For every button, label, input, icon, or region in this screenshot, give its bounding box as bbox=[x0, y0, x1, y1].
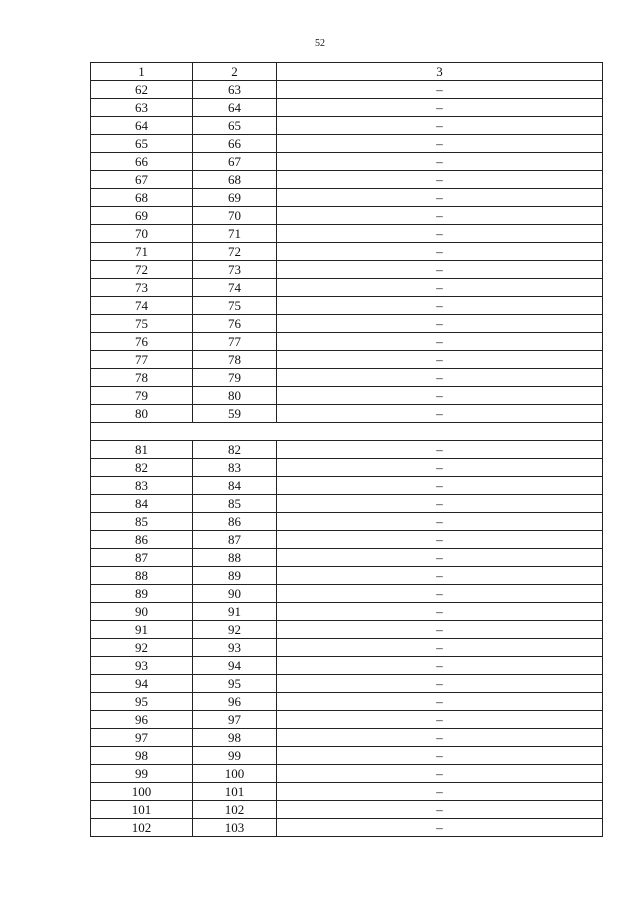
table-row bbox=[91, 693, 603, 711]
table-cell-col3: – bbox=[277, 585, 603, 603]
table-cell-col2: 83 bbox=[193, 459, 277, 477]
table-cell-col3: – bbox=[277, 513, 603, 531]
table-cell-col3: – bbox=[277, 297, 603, 315]
table-cell-col1: 74 bbox=[91, 297, 193, 315]
table-row bbox=[91, 459, 603, 477]
table-cell-col3: – bbox=[277, 639, 603, 657]
table-row bbox=[91, 153, 603, 171]
table-row bbox=[91, 351, 603, 369]
table-cell-col2: 95 bbox=[193, 675, 277, 693]
table-cell-col2: 103 bbox=[193, 819, 277, 837]
table-cell-col2: 85 bbox=[193, 495, 277, 513]
table-cell-col1: 82 bbox=[91, 459, 193, 477]
table-cell-col1: 87 bbox=[91, 549, 193, 567]
table-cell-col1: 79 bbox=[91, 387, 193, 405]
table-row bbox=[91, 765, 603, 783]
table-cell-col1: 71 bbox=[91, 243, 193, 261]
header-cell-1: 1 bbox=[91, 63, 193, 81]
table-row bbox=[91, 387, 603, 405]
table-row bbox=[91, 297, 603, 315]
table-cell-col1: 93 bbox=[91, 657, 193, 675]
table-cell-col1: 88 bbox=[91, 567, 193, 585]
table-row bbox=[91, 225, 603, 243]
table-cell-col3: – bbox=[277, 801, 603, 819]
table-cell-col2: 93 bbox=[193, 639, 277, 657]
table-row bbox=[91, 279, 603, 297]
table-cell-col2: 59 bbox=[193, 405, 277, 423]
table-cell-col1: 72 bbox=[91, 261, 193, 279]
table-cell-col1: 89 bbox=[91, 585, 193, 603]
table-cell-col3: – bbox=[277, 567, 603, 585]
table-cell-col2: 99 bbox=[193, 747, 277, 765]
table-row bbox=[91, 369, 603, 387]
table-row bbox=[91, 315, 603, 333]
table-row bbox=[91, 117, 603, 135]
table-cell-col3: – bbox=[277, 531, 603, 549]
table-cell-col1: 75 bbox=[91, 315, 193, 333]
table-cell-col3: – bbox=[277, 81, 603, 99]
table-cell-col2: 86 bbox=[193, 513, 277, 531]
header-row bbox=[91, 63, 603, 81]
table-cell-col1: 62 bbox=[91, 81, 193, 99]
table-cell-col3: – bbox=[277, 189, 603, 207]
table-cell-col2: 90 bbox=[193, 585, 277, 603]
table-cell-col1: 96 bbox=[91, 711, 193, 729]
table-body bbox=[91, 63, 603, 837]
table-cell-col2: 76 bbox=[193, 315, 277, 333]
table-cell-col2: 100 bbox=[193, 765, 277, 783]
table-cell-col1: 98 bbox=[91, 747, 193, 765]
table-cell-col1: 94 bbox=[91, 675, 193, 693]
table-row bbox=[91, 603, 603, 621]
table-cell-col2: 102 bbox=[193, 801, 277, 819]
table-cell-col3: – bbox=[277, 675, 603, 693]
table-cell-col3: – bbox=[277, 441, 603, 459]
table-cell-col3: – bbox=[277, 369, 603, 387]
table-row bbox=[91, 531, 603, 549]
table-cell-col2: 78 bbox=[193, 351, 277, 369]
table-cell-col2: 89 bbox=[193, 567, 277, 585]
table-cell-col1: 90 bbox=[91, 603, 193, 621]
table-row bbox=[91, 639, 603, 657]
table-row bbox=[91, 783, 603, 801]
table-cell-col2: 92 bbox=[193, 621, 277, 639]
table-cell-col2: 96 bbox=[193, 693, 277, 711]
table-cell-col1: 65 bbox=[91, 135, 193, 153]
table-cell-col1: 92 bbox=[91, 639, 193, 657]
table-cell-col1: 102 bbox=[91, 819, 193, 837]
table-cell-col1: 64 bbox=[91, 117, 193, 135]
table-row bbox=[91, 513, 603, 531]
table-row bbox=[91, 441, 603, 459]
table-row bbox=[91, 711, 603, 729]
table-cell-col3: – bbox=[277, 819, 603, 837]
table-cell-col2: 68 bbox=[193, 171, 277, 189]
table-row bbox=[91, 495, 603, 513]
table-row bbox=[91, 405, 603, 423]
table-cell-col2: 74 bbox=[193, 279, 277, 297]
table-cell-col1: 86 bbox=[91, 531, 193, 549]
table-cell-col3: – bbox=[277, 657, 603, 675]
table-cell-col1: 69 bbox=[91, 207, 193, 225]
table-cell-col3: – bbox=[277, 477, 603, 495]
table-row bbox=[91, 261, 603, 279]
table-cell-col1: 67 bbox=[91, 171, 193, 189]
table-cell-col3: – bbox=[277, 783, 603, 801]
table-row bbox=[91, 99, 603, 117]
table-cell-col1: 80 bbox=[91, 405, 193, 423]
table-cell-col3: – bbox=[277, 261, 603, 279]
table-cell-col3: – bbox=[277, 207, 603, 225]
table-cell-col3: – bbox=[277, 405, 603, 423]
group-separator-cell bbox=[91, 423, 603, 441]
table-cell-col2: 70 bbox=[193, 207, 277, 225]
table-cell-col3: – bbox=[277, 333, 603, 351]
table-cell-col1: 73 bbox=[91, 279, 193, 297]
table-cell-col3: – bbox=[277, 153, 603, 171]
table-row bbox=[91, 549, 603, 567]
table-row bbox=[91, 243, 603, 261]
table-cell-col2: 101 bbox=[193, 783, 277, 801]
table-cell-col1: 95 bbox=[91, 693, 193, 711]
table-cell-col2: 79 bbox=[193, 369, 277, 387]
table-cell-col3: – bbox=[277, 387, 603, 405]
table-cell-col3: – bbox=[277, 621, 603, 639]
table-cell-col2: 67 bbox=[193, 153, 277, 171]
table-cell-col2: 84 bbox=[193, 477, 277, 495]
table-cell-col1: 97 bbox=[91, 729, 193, 747]
table-cell-col1: 99 bbox=[91, 765, 193, 783]
table-cell-col1: 66 bbox=[91, 153, 193, 171]
group-separator-row bbox=[91, 423, 603, 441]
table-row bbox=[91, 675, 603, 693]
page-number: 52 bbox=[315, 38, 325, 49]
table-cell-col3: – bbox=[277, 603, 603, 621]
header-cell-3: 3 bbox=[277, 63, 603, 81]
table-cell-col3: – bbox=[277, 315, 603, 333]
table-cell-col1: 77 bbox=[91, 351, 193, 369]
table-cell-col3: – bbox=[277, 765, 603, 783]
table-cell-col2: 69 bbox=[193, 189, 277, 207]
table-row bbox=[91, 189, 603, 207]
table-row bbox=[91, 747, 603, 765]
table-cell-col2: 75 bbox=[193, 297, 277, 315]
table-cell-col2: 63 bbox=[193, 81, 277, 99]
table-cell-col3: – bbox=[277, 243, 603, 261]
table-row bbox=[91, 477, 603, 495]
table-cell-col2: 64 bbox=[193, 99, 277, 117]
table-row bbox=[91, 207, 603, 225]
table-row bbox=[91, 621, 603, 639]
table-cell-col3: – bbox=[277, 495, 603, 513]
table-cell-col2: 72 bbox=[193, 243, 277, 261]
table-row bbox=[91, 333, 603, 351]
table-cell-col1: 84 bbox=[91, 495, 193, 513]
table-cell-col2: 66 bbox=[193, 135, 277, 153]
table-row bbox=[91, 81, 603, 99]
table-cell-col1: 70 bbox=[91, 225, 193, 243]
table-cell-col1: 100 bbox=[91, 783, 193, 801]
table-cell-col2: 94 bbox=[193, 657, 277, 675]
table-row bbox=[91, 729, 603, 747]
table-cell-col1: 85 bbox=[91, 513, 193, 531]
table-cell-col1: 83 bbox=[91, 477, 193, 495]
table-cell-col3: – bbox=[277, 117, 603, 135]
table-row bbox=[91, 135, 603, 153]
table-cell-col3: – bbox=[277, 225, 603, 243]
table-cell-col2: 97 bbox=[193, 711, 277, 729]
table-cell-col3: – bbox=[277, 279, 603, 297]
table-cell-col1: 78 bbox=[91, 369, 193, 387]
table-cell-col3: – bbox=[277, 711, 603, 729]
table-cell-col2: 73 bbox=[193, 261, 277, 279]
table-cell-col2: 71 bbox=[193, 225, 277, 243]
table-row bbox=[91, 585, 603, 603]
table-cell-col1: 68 bbox=[91, 189, 193, 207]
table-cell-col3: – bbox=[277, 747, 603, 765]
table-cell-col3: – bbox=[277, 99, 603, 117]
table-cell-col2: 80 bbox=[193, 387, 277, 405]
table-cell-col2: 82 bbox=[193, 441, 277, 459]
table-cell-col2: 88 bbox=[193, 549, 277, 567]
table-cell-col1: 101 bbox=[91, 801, 193, 819]
table-cell-col2: 87 bbox=[193, 531, 277, 549]
table-cell-col3: – bbox=[277, 171, 603, 189]
table-row bbox=[91, 801, 603, 819]
table-row bbox=[91, 171, 603, 189]
table-row bbox=[91, 657, 603, 675]
table-cell-col3: – bbox=[277, 693, 603, 711]
table-cell-col3: – bbox=[277, 135, 603, 153]
table-cell-col1: 76 bbox=[91, 333, 193, 351]
table-cell-col1: 81 bbox=[91, 441, 193, 459]
table-row bbox=[91, 819, 603, 837]
table-cell-col1: 91 bbox=[91, 621, 193, 639]
table-cell-col2: 98 bbox=[193, 729, 277, 747]
table-cell-col3: – bbox=[277, 459, 603, 477]
header-cell-2: 2 bbox=[193, 63, 277, 81]
table-cell-col3: – bbox=[277, 351, 603, 369]
table-row bbox=[91, 567, 603, 585]
table-cell-col2: 65 bbox=[193, 117, 277, 135]
table-cell-col1: 63 bbox=[91, 99, 193, 117]
table-cell-col2: 77 bbox=[193, 333, 277, 351]
table-cell-col3: – bbox=[277, 729, 603, 747]
data-table bbox=[90, 62, 603, 837]
table-cell-col3: – bbox=[277, 549, 603, 567]
table-cell-col2: 91 bbox=[193, 603, 277, 621]
